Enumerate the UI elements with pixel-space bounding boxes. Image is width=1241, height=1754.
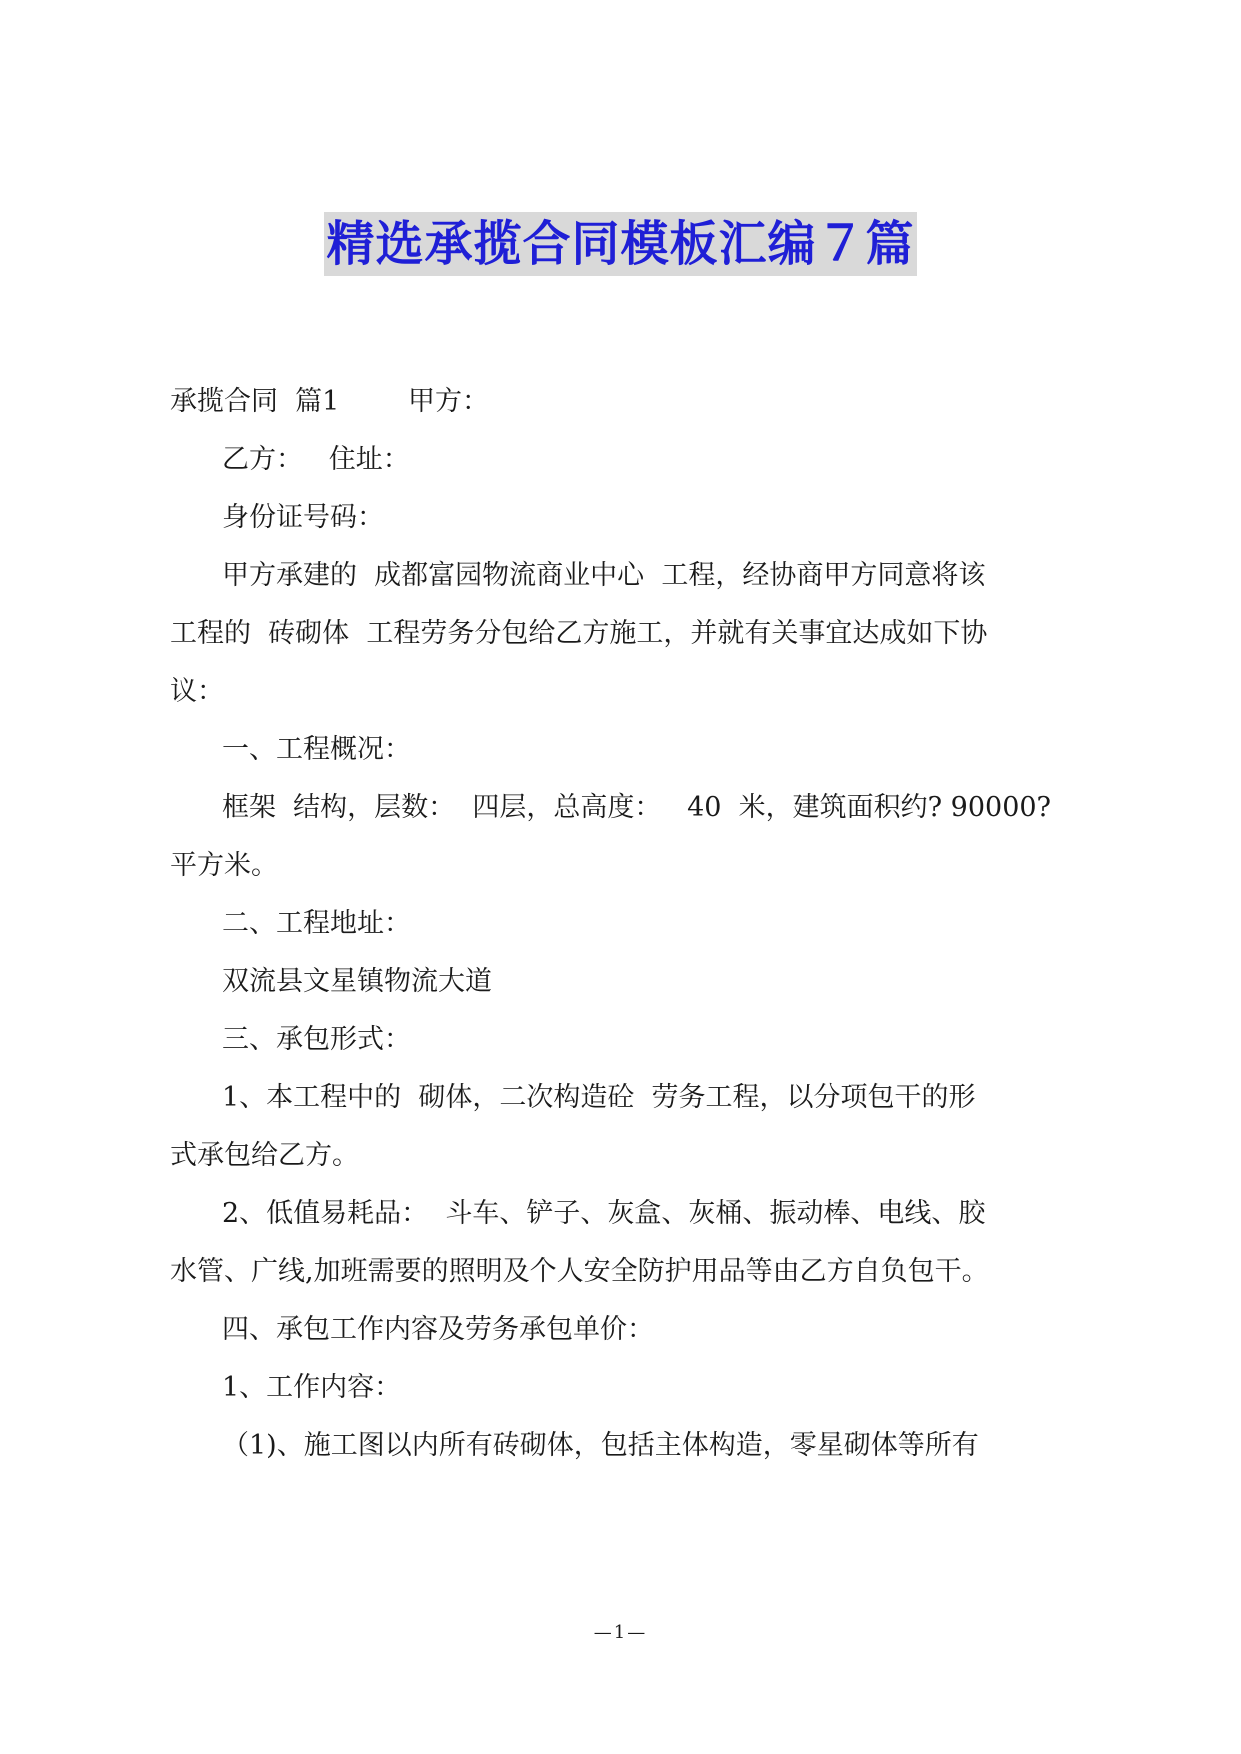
body-line: 四、承包工作内容及劳务承包单价： (222, 1314, 654, 1345)
body-line: 身份证号码： (222, 502, 384, 533)
body-line: 甲方承建的 成都富园物流商业中心 工程，经协商甲方同意将该 (222, 560, 986, 591)
document-title: 精选承揽合同模板汇编７篇 (324, 212, 916, 276)
body-line: 框架 结构，层数： 四层，总高度： 40 米，建筑面积约? 90000? (222, 792, 1052, 823)
body-line: 水管、广线,加班需要的照明及个人安全防护用品等由乙方自负包干。 (170, 1256, 989, 1287)
body-line: 二、工程地址： (222, 908, 411, 939)
body-line: （1)、施工图以内所有砖砌体，包括主体构造，零星砌体等所有 (222, 1430, 979, 1461)
page-number: —1— (593, 1622, 648, 1643)
body-line: 2、低值易耗品： 斗车、铲子、灰盒、灰桶、振动棒、电线、胶 (222, 1198, 986, 1229)
body-line: 式承包给乙方。 (170, 1140, 359, 1171)
body-line: 1、工作内容： (222, 1372, 402, 1403)
body-line: 承揽合同 篇1 甲方： (170, 386, 490, 417)
body-line: 乙方： 住址： (222, 444, 410, 475)
body-line: 双流县文星镇物流大道 (222, 966, 492, 997)
body-line: 一、工程概况： (222, 734, 411, 765)
body-line: 1、本工程中的 砌体，二次构造砼 劳务工程，以分项包干的形 (222, 1082, 976, 1113)
body-line: 议： (170, 676, 224, 707)
title-container (0, 212, 1241, 276)
body-line: 平方米。 (170, 850, 278, 881)
body-line: 工程的 砖砌体 工程劳务分包给乙方施工，并就有关事宜达成如下协 (170, 618, 988, 649)
body-line: 三、承包形式： (222, 1024, 411, 1055)
